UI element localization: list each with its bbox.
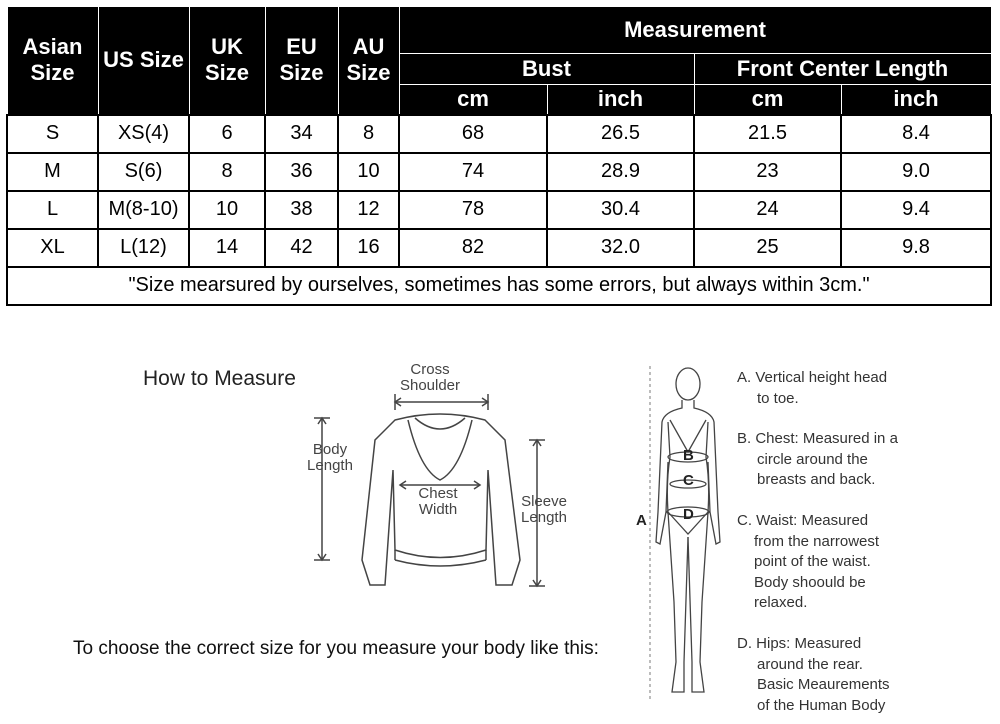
cell-bust-inch: 32.0	[547, 229, 694, 267]
cell-us: L(12)	[98, 229, 189, 267]
cell-uk: 14	[189, 229, 265, 267]
cell-au: 16	[338, 229, 399, 267]
cell-asian: XL	[7, 229, 98, 267]
cell-eu: 38	[265, 191, 338, 229]
header-asian-size: Asian Size	[7, 7, 98, 115]
figure-letter-b: B	[683, 447, 694, 464]
cell-bust-cm: 78	[399, 191, 547, 229]
cell-uk: 8	[189, 153, 265, 191]
cell-fcl-inch: 9.4	[841, 191, 991, 229]
header-bust: Bust	[399, 54, 694, 85]
body-figure-diagram	[644, 362, 734, 712]
cell-au: 8	[338, 115, 399, 153]
chest-width-label: Chest Width	[418, 485, 458, 518]
garment-diagram	[300, 360, 580, 600]
figure-letter-a: A	[636, 512, 647, 529]
cell-fcl-cm: 23	[694, 153, 841, 191]
table-note: "Size mearsured by ourselves, sometimes has some errors, but always within 3cm."	[7, 267, 991, 305]
table-row	[7, 229, 991, 267]
header-uk-size: UK Size	[189, 7, 265, 115]
cell-eu: 42	[265, 229, 338, 267]
cell-us: XS(4)	[98, 115, 189, 153]
cell-bust-cm: 74	[399, 153, 547, 191]
figure-letter-d: D	[683, 506, 694, 523]
table-row	[7, 153, 991, 191]
header-us-size: US Size	[98, 7, 189, 115]
cell-asian: S	[7, 115, 98, 153]
cell-eu: 36	[265, 153, 338, 191]
cell-fcl-inch: 8.4	[841, 115, 991, 153]
annotation-d: D. Hips: Measured around the rear. Basic Meaurements of the Human Body	[737, 635, 890, 714]
table-row	[7, 191, 991, 229]
header-bust-cm: cm	[399, 85, 547, 115]
cell-fcl-inch: 9.0	[841, 153, 991, 191]
cell-bust-inch: 26.5	[547, 115, 694, 153]
header-front-center-length: Front Center Length	[694, 54, 991, 85]
cell-us: M(8-10)	[98, 191, 189, 229]
annotation-b: B. Chest: Measured in a circle around the breasts and back.	[737, 430, 898, 488]
header-eu-size: EU Size	[265, 7, 338, 115]
body-length-label: Body Length	[307, 441, 353, 474]
cell-eu: 34	[265, 115, 338, 153]
cell-fcl-inch: 9.8	[841, 229, 991, 267]
cell-bust-inch: 28.9	[547, 153, 694, 191]
table-row	[7, 115, 991, 153]
header-bust-inch: inch	[547, 85, 694, 115]
cell-uk: 10	[189, 191, 265, 229]
cell-us: S(6)	[98, 153, 189, 191]
cell-bust-cm: 82	[399, 229, 547, 267]
cell-au: 12	[338, 191, 399, 229]
how-to-measure-title: How to Measure	[143, 367, 296, 390]
size-chart-table	[6, 6, 992, 306]
cell-uk: 6	[189, 115, 265, 153]
annotation-c: C. Waist: Measured from the narrowest point of the waist. Body shoould be relaxed.	[737, 512, 880, 611]
cell-bust-cm: 68	[399, 115, 547, 153]
header-au-size: AU Size	[338, 7, 399, 115]
cell-asian: L	[7, 191, 98, 229]
sleeve-length-label: Sleeve Length	[521, 493, 567, 526]
annotation-a: A. Vertical height head to toe.	[737, 369, 888, 407]
cell-asian: M	[7, 153, 98, 191]
cell-fcl-cm: 21.5	[694, 115, 841, 153]
choose-size-instruction: To choose the correct size for you measure your body like this:	[73, 638, 599, 659]
cross-shoulder-label: Cross Shoulder	[399, 361, 461, 394]
cell-au: 10	[338, 153, 399, 191]
cell-bust-inch: 30.4	[547, 191, 694, 229]
cell-fcl-cm: 25	[694, 229, 841, 267]
header-fcl-inch: inch	[841, 85, 991, 115]
header-fcl-cm: cm	[694, 85, 841, 115]
header-measurement: Measurement	[399, 7, 991, 54]
cell-fcl-cm: 24	[694, 191, 841, 229]
figure-letter-c: C	[683, 472, 694, 489]
